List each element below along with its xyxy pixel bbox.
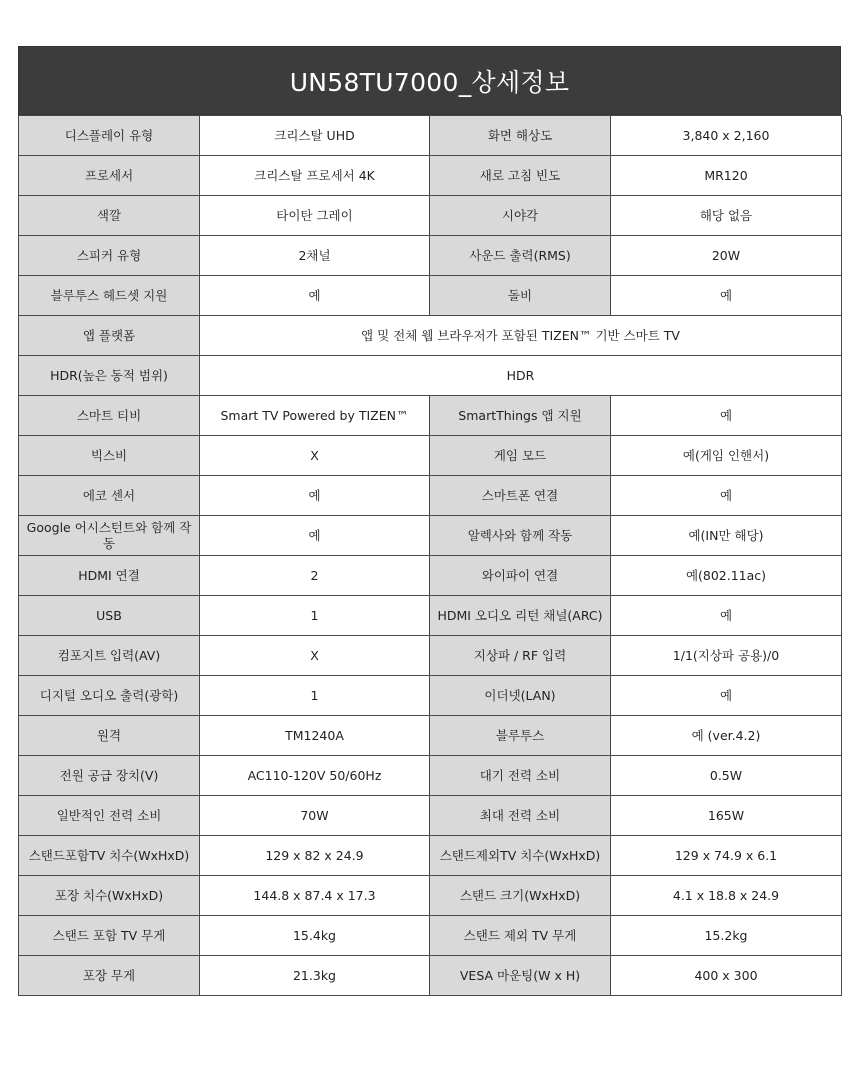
spec-value: 해당 없음 — [611, 196, 842, 236]
spec-value: 21.3kg — [200, 956, 430, 996]
spec-label: 시야각 — [430, 196, 611, 236]
spec-value: 예 — [611, 396, 842, 436]
spec-value: X — [200, 436, 430, 476]
spec-label: 블루투스 — [430, 716, 611, 756]
spec-label: 디스플레이 유형 — [19, 116, 200, 156]
spec-value: 2채널 — [200, 236, 430, 276]
table-row — [19, 756, 842, 796]
spec-value: 크리스탈 UHD — [200, 116, 430, 156]
table-row — [19, 676, 842, 716]
spec-label: HDR(높은 동적 범위) — [19, 356, 200, 396]
spec-value: 144.8 x 87.4 x 17.3 — [200, 876, 430, 916]
spec-value: 4.1 x 18.8 x 24.9 — [611, 876, 842, 916]
spec-value: AC110-120V 50/60Hz — [200, 756, 430, 796]
spec-table-body — [19, 116, 842, 996]
spec-label: 화면 해상도 — [430, 116, 611, 156]
page-title: UN58TU7000_상세정보 — [18, 46, 841, 115]
spec-value: 0.5W — [611, 756, 842, 796]
table-row — [19, 916, 842, 956]
spec-label: 최대 전력 소비 — [430, 796, 611, 836]
spec-value: 70W — [200, 796, 430, 836]
spec-label: 돌비 — [430, 276, 611, 316]
table-row — [19, 636, 842, 676]
spec-value: 예 — [611, 476, 842, 516]
spec-value: 15.4kg — [200, 916, 430, 956]
table-row — [19, 236, 842, 276]
table-row — [19, 796, 842, 836]
spec-label: 알렉사와 함께 작동 — [430, 516, 611, 556]
spec-value: 129 x 74.9 x 6.1 — [611, 836, 842, 876]
spec-label: 스탠드 제외 TV 무게 — [430, 916, 611, 956]
spec-value: 129 x 82 x 24.9 — [200, 836, 430, 876]
spec-label: 스탠드포함TV 치수(WxHxD) — [19, 836, 200, 876]
spec-label: 스마트 티비 — [19, 396, 200, 436]
spec-value: 앱 및 전체 웹 브라우저가 포함된 TIZEN™ 기반 스마트 TV — [200, 316, 842, 356]
spec-value: 예 (ver.4.2) — [611, 716, 842, 756]
spec-label: 새로 고침 빈도 — [430, 156, 611, 196]
spec-label: 전원 공급 장치(V) — [19, 756, 200, 796]
spec-value: 예 — [200, 276, 430, 316]
spec-label: 컴포지트 입력(AV) — [19, 636, 200, 676]
spec-value: 예 — [200, 476, 430, 516]
spec-label: VESA 마운팅(W x H) — [430, 956, 611, 996]
table-row — [19, 316, 842, 356]
spec-value: 예 — [611, 596, 842, 636]
spec-value: HDR — [200, 356, 842, 396]
table-row — [19, 276, 842, 316]
spec-label: 포장 무게 — [19, 956, 200, 996]
table-row — [19, 436, 842, 476]
spec-value: MR120 — [611, 156, 842, 196]
spec-label: 빅스비 — [19, 436, 200, 476]
spec-label: 스마트폰 연결 — [430, 476, 611, 516]
spec-value: TM1240A — [200, 716, 430, 756]
spec-value: 2 — [200, 556, 430, 596]
spec-value: 400 x 300 — [611, 956, 842, 996]
spec-label: 스피커 유형 — [19, 236, 200, 276]
spec-value: 타이탄 그레이 — [200, 196, 430, 236]
spec-label: 와이파이 연결 — [430, 556, 611, 596]
table-row — [19, 516, 842, 556]
spec-label: 블루투스 헤드셋 지원 — [19, 276, 200, 316]
spec-label: 원격 — [19, 716, 200, 756]
spec-label: 일반적인 전력 소비 — [19, 796, 200, 836]
spec-label: 게임 모드 — [430, 436, 611, 476]
table-row — [19, 196, 842, 236]
spec-value: 크리스탈 프로세서 4K — [200, 156, 430, 196]
table-row — [19, 836, 842, 876]
spec-label: 사운드 출력(RMS) — [430, 236, 611, 276]
spec-label: 에코 센서 — [19, 476, 200, 516]
table-row — [19, 156, 842, 196]
table-row — [19, 876, 842, 916]
spec-label: 스탠드 크기(WxHxD) — [430, 876, 611, 916]
spec-label: 이더넷(LAN) — [430, 676, 611, 716]
spec-label: 프로세서 — [19, 156, 200, 196]
spec-label: 포장 치수(WxHxD) — [19, 876, 200, 916]
spec-label: SmartThings 앱 지원 — [430, 396, 611, 436]
spec-label: USB — [19, 596, 200, 636]
spec-value: 1 — [200, 596, 430, 636]
table-row — [19, 356, 842, 396]
table-row — [19, 956, 842, 996]
spec-value: 165W — [611, 796, 842, 836]
spec-label: 디지털 오디오 출력(광학) — [19, 676, 200, 716]
spec-value: 1 — [200, 676, 430, 716]
table-row — [19, 116, 842, 156]
table-row — [19, 596, 842, 636]
spec-label: 스탠드제외TV 치수(WxHxD) — [430, 836, 611, 876]
table-row — [19, 396, 842, 436]
spec-label: HDMI 오디오 리턴 채널(ARC) — [430, 596, 611, 636]
spec-label: 지상파 / RF 입력 — [430, 636, 611, 676]
spec-label: 스탠드 포함 TV 무게 — [19, 916, 200, 956]
spec-sheet — [18, 46, 841, 996]
spec-value: 1/1(지상파 공용)/0 — [611, 636, 842, 676]
spec-value: X — [200, 636, 430, 676]
spec-value: 예 — [611, 276, 842, 316]
spec-label: HDMI 연결 — [19, 556, 200, 596]
spec-value: Smart TV Powered by TIZEN™ — [200, 396, 430, 436]
spec-value: 예 — [611, 676, 842, 716]
spec-value: 20W — [611, 236, 842, 276]
spec-label: 대기 전력 소비 — [430, 756, 611, 796]
spec-value: 예(IN만 해당) — [611, 516, 842, 556]
spec-label: 색깔 — [19, 196, 200, 236]
spec-table — [18, 115, 842, 996]
spec-value: 15.2kg — [611, 916, 842, 956]
table-row — [19, 556, 842, 596]
table-row — [19, 716, 842, 756]
table-row — [19, 476, 842, 516]
spec-value: 예(게임 인핸서) — [611, 436, 842, 476]
spec-value: 3,840 x 2,160 — [611, 116, 842, 156]
spec-label: Google 어시스턴트와 함께 작동 — [19, 516, 200, 556]
spec-value: 예(802.11ac) — [611, 556, 842, 596]
spec-label: 앱 플랫폼 — [19, 316, 200, 356]
spec-value: 예 — [200, 516, 430, 556]
